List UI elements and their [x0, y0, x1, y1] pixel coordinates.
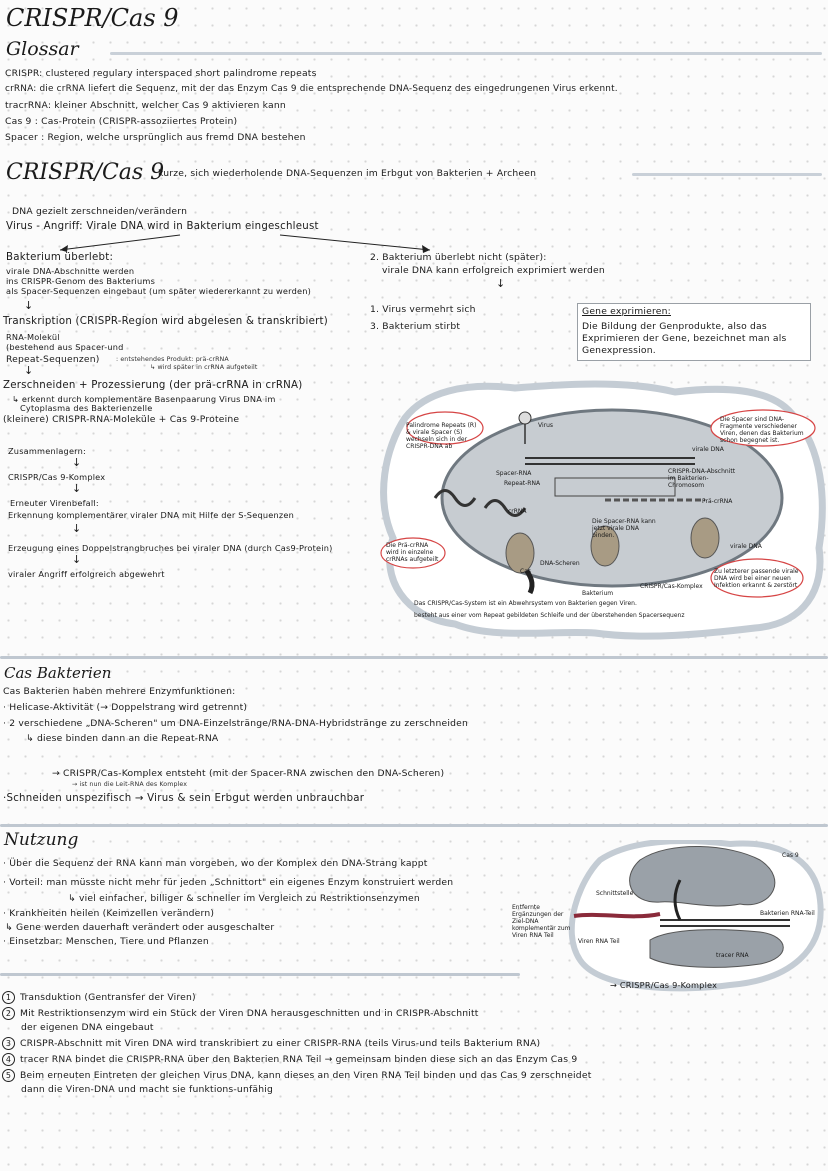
- step-number: 3: [2, 1037, 15, 1050]
- step-text: dann die Viren-DNA und macht sie funktions-unfähig: [21, 1084, 274, 1095]
- diagram-label-spacer-rna: Spacer-RNA: [496, 470, 532, 477]
- flow-line: Repeat-Sequenzen): [6, 354, 100, 365]
- diagram-bubble-spacer: Die Spacer sind DNA-Fragmente verschiedener Viren, denen das Bakterium schon begegnet ist.: [720, 416, 804, 444]
- diagram-label-cas-komplex: CRISPR/Cas-Komplex: [640, 583, 703, 590]
- step-text: Transduktion (Gentransfer der Viren): [20, 992, 196, 1003]
- branch-arrows: [0, 0, 828, 270]
- step-item: [2, 1022, 154, 1033]
- nutzung-label-entfernte: Entfernte Ergänzungen der Ziel-DNA komplementär zum Viren RNA Teil: [512, 904, 571, 939]
- diagram-bubble-pra-crrna: Die Prä-crRNA wird in einzelne crRNAs aufgeteilt: [386, 542, 439, 563]
- flow-crispr-rna-molecules: (kleinere) CRISPR-RNA-Moleküle + Cas 9-Proteine: [3, 414, 240, 425]
- step-number: 1: [2, 991, 15, 1004]
- step-text: der eigenen DNA eingebaut: [21, 1022, 154, 1033]
- nutzung-label-viren-rna: Viren RNA Teil: [578, 938, 620, 945]
- section-separator: [0, 656, 828, 659]
- flow-line: ↳ wird später in crRNA aufgeteilt: [150, 364, 258, 371]
- step-item: [2, 1007, 479, 1020]
- flow-line: virale DNA-Abschnitte werden: [6, 266, 135, 276]
- down-arrow: ↓: [24, 299, 34, 312]
- glossary-heading: Glossar: [6, 38, 79, 60]
- cas-line: → ist nun die Leit-RNA des Komplex: [72, 781, 188, 788]
- diagram-caption: Das CRISPR/Cas-System ist ein Abwehrsystem von Bakterien gegen Viren.: [414, 600, 637, 607]
- glossary-entry: Cas 9 : Cas-Protein (CRISPR-assoziiertes Protein): [5, 116, 238, 127]
- glossary-entry: tracrRNA: kleiner Abschnitt, welcher Cas 9 aktivieren kann: [5, 100, 286, 111]
- nutzung-label-komplex: → CRISPR/Cas 9-Komplex: [610, 980, 718, 990]
- flow-line: RNA-Molekül: [6, 332, 60, 342]
- step-item: [2, 1053, 577, 1066]
- nutzung-label-bakterien-rna: Bakterien RNA-Teil: [760, 910, 815, 917]
- nutzung-line: ↳ viel einfacher, billiger & schneller im Vergleich zu Restriktionsenzymen: [68, 893, 420, 904]
- step-item: [2, 1037, 540, 1050]
- nutzung-heading: Nutzung: [4, 830, 79, 850]
- flow-line: : entstehendes Produkt: prä-crRNA: [116, 356, 229, 363]
- nutzung-label-cas9: Cas 9: [782, 852, 799, 859]
- flow-line: Cytoplasma des Bakterienzelle: [20, 403, 153, 413]
- flow-bakterium-ueberlebt: Bakterium überlebt:: [6, 252, 114, 263]
- flow-zerschneiden: Zerschneiden + Prozessierung (der prä-crRNA in crRNA): [3, 380, 303, 391]
- right-flow-line: 3. Bakterium stirbt: [370, 321, 461, 332]
- diagram-label-spacer-binds: Die Spacer-RNA kann jetzt virale DNA binden.: [592, 518, 656, 539]
- diagram-caption: besteht aus einer vom Repeat gebildeten Schleife und der überstehenden Spacersequenz: [414, 612, 685, 619]
- nutzung-label-tracer-rna: tracer RNA: [716, 952, 749, 959]
- down-arrow: ↓: [72, 456, 82, 469]
- down-arrow: ↓: [496, 277, 506, 290]
- gene-box-text: Genexpression.: [582, 345, 656, 356]
- step-text: CRISPR-Abschnitt mit Viren DNA wird transkribiert zu einer CRISPR-RNA (teils Virus-und teils Bakterium RNA): [20, 1038, 541, 1049]
- nutzung-line: · Krankheiten heilen (Keimzellen verändern): [3, 908, 215, 919]
- intro-line: DNA gezielt zerschneiden/verändern: [12, 206, 188, 217]
- cas-line: · Helicase-Aktivität (→ Doppelstrang wird getrennt): [3, 702, 248, 713]
- diagram-label-repeat-rna: Repeat-RNA: [504, 480, 541, 487]
- diagram-label-virale-dna-top: virale DNA: [692, 446, 724, 453]
- diagram-label-palindrome: Palindrome Repeats (R) & virale Spacer (S) wechseln sich in der CRISPR-DNA ab: [406, 422, 477, 450]
- glossary-entry: CRISPR: clustered regulary interspaced short palindrome repeats: [5, 68, 317, 79]
- diagram-label-virale-dna: virale DNA: [730, 543, 762, 550]
- flow-line: viraler Angriff erfolgreich abgewehrt: [8, 569, 165, 579]
- flow-line: CRISPR/Cas 9-Komplex: [8, 472, 106, 482]
- flow-line: ins CRISPR-Genom des Bakteriums: [6, 276, 156, 286]
- right-flow-line: 1. Virus vermehrt sich: [370, 304, 476, 315]
- right-flow-line: 2. Bakterium überlebt nicht (später):: [370, 252, 547, 263]
- down-arrow: ↓: [72, 522, 82, 535]
- flow-line: Erneuter Virenbefall:: [10, 498, 99, 508]
- cas-bacteria-heading: Cas Bakterien: [4, 664, 112, 682]
- down-arrow: ↓: [72, 482, 82, 495]
- gene-box-text: Exprimieren der Gene, bezeichnet man als: [582, 333, 787, 344]
- section-separator: [0, 824, 828, 827]
- step-item: [2, 991, 196, 1004]
- cas-line: ↳ diese binden dann an die Repeat-RNA: [26, 733, 219, 744]
- flow-transkription: Transkription (CRISPR-Region wird abgelesen & transkribiert): [3, 316, 328, 327]
- cas-line: · 2 verschiedene „DNA-Scheren" um DNA-Einzelstränge/RNA-DNA-Hybridstränge zu zerschneiden: [3, 718, 468, 729]
- step-number: 4: [2, 1053, 15, 1066]
- gene-box-text: Die Bildung der Genprodukte, also das: [582, 321, 767, 332]
- glossary-entry: crRNA: die crRNA liefert die Sequenz, mit der das Enzym Cas 9 die entsprechende DNA-Sequenz des eingedrungenen Virus erkennt.: [5, 84, 618, 94]
- nutzung-line: · Über die Sequenz der RNA kann man vorgeben, wo der Komplex den DNA-Strang kappt: [3, 858, 428, 869]
- glossary-entry: Spacer : Region, welche ursprünglich aus fremd DNA bestehen: [5, 132, 306, 143]
- step-text: Mit Restriktionsenzym wird ein Stück der Viren DNA herausgeschnitten und in CRISPR-Abschnitt: [20, 1008, 479, 1019]
- gene-box-title: Gene exprimieren:: [582, 306, 671, 317]
- nutzung-line: · Einsetzbar: Menschen, Tiere und Pflanzen: [3, 936, 209, 947]
- step-text: Beim erneuten Eintreten der gleichen Virus DNA, kann dieses an den Viren RNA Teil binden und das Cas 9 zerschneidet: [20, 1070, 592, 1081]
- intro-line: Virus - Angriff: Virale DNA wird in Bakterium eingeschleust: [6, 221, 319, 232]
- diagram-label-crispr-dna: CRISPR-DNA-Abschnitt im Bakterien-Chromosom: [668, 468, 736, 489]
- flow-line: (bestehend aus Spacer-und: [6, 342, 124, 352]
- flow-line: als Spacer-Sequenzen eingebaut (um später wiedererkannt zu werden): [6, 286, 311, 296]
- nutzung-line: · Vorteil: man müsste nicht mehr für jeden „Schnittort" ein eigenes Enzym konstruiert werden: [3, 877, 454, 888]
- step-text: tracer RNA bindet die CRISPR-RNA über den Bakterien RNA Teil → gemeinsam binden diese sich an das Enzym Cas 9: [20, 1054, 578, 1065]
- flow-line: ↳ erkennt durch komplementäre Basenpaarung Virus DNA im: [12, 394, 276, 404]
- cas-line: Cas Bakterien haben mehrere Enzymfunktionen:: [3, 686, 236, 697]
- down-arrow: ↓: [24, 364, 34, 377]
- step-item: [2, 1069, 592, 1082]
- diagram-label-bakterium: Bakterium: [582, 590, 614, 597]
- nutzung-line: ↳ Gene werden dauerhaft verändert oder ausgeschalter: [5, 922, 275, 933]
- cas-line: ·Schneiden unspezifisch → Virus & sein Erbgut werden unbrauchbar: [3, 793, 365, 804]
- diagram-label-crrna: crRNA: [508, 508, 527, 515]
- step-number: 5: [2, 1069, 15, 1082]
- diagram-bubble-virale-dna: Zu letzterer passende virale DNA wird bei einer neuen Infektion erkannt & zerstört: [714, 568, 799, 589]
- cas-line: → CRISPR/Cas-Komplex entsteht (mit der Spacer-RNA zwischen den DNA-Scheren): [52, 768, 445, 779]
- flow-line: Erzeugung eines Doppelstrangbruches bei viraler DNA (durch Cas9-Protein): [8, 543, 333, 553]
- nutzung-label-schnittstelle: Schnittstelle: [596, 890, 634, 897]
- flow-line: Zusammenlagern:: [8, 446, 86, 456]
- crispr-subheading: kurze, sich wiederholende DNA-Sequenzen im Erbgut von Bakterien + Archeen: [158, 168, 537, 179]
- gene-expression-box: [577, 303, 811, 361]
- step-item: [2, 1084, 273, 1095]
- flow-line: Erkennung komplementärer viraler DNA mit Hilfe der S-Sequenzen: [8, 510, 294, 520]
- crispr-heading: CRISPR/Cas 9: [6, 160, 165, 185]
- diagram-label-pra-crrna: Prä-crRNA: [702, 498, 733, 505]
- step-number: 2: [2, 1007, 15, 1020]
- nutzung-separator: [0, 973, 520, 976]
- diagram-label-cas: Cas: [520, 568, 531, 575]
- page-title: CRISPR/Cas 9: [6, 4, 179, 32]
- right-flow-line: virale DNA kann erfolgreich exprimiert werden: [382, 265, 605, 276]
- down-arrow: ↓: [72, 553, 82, 566]
- diagram-label-virus: Virus: [538, 422, 554, 429]
- diagram-label-dna-scheren: DNA-Scheren: [540, 560, 580, 567]
